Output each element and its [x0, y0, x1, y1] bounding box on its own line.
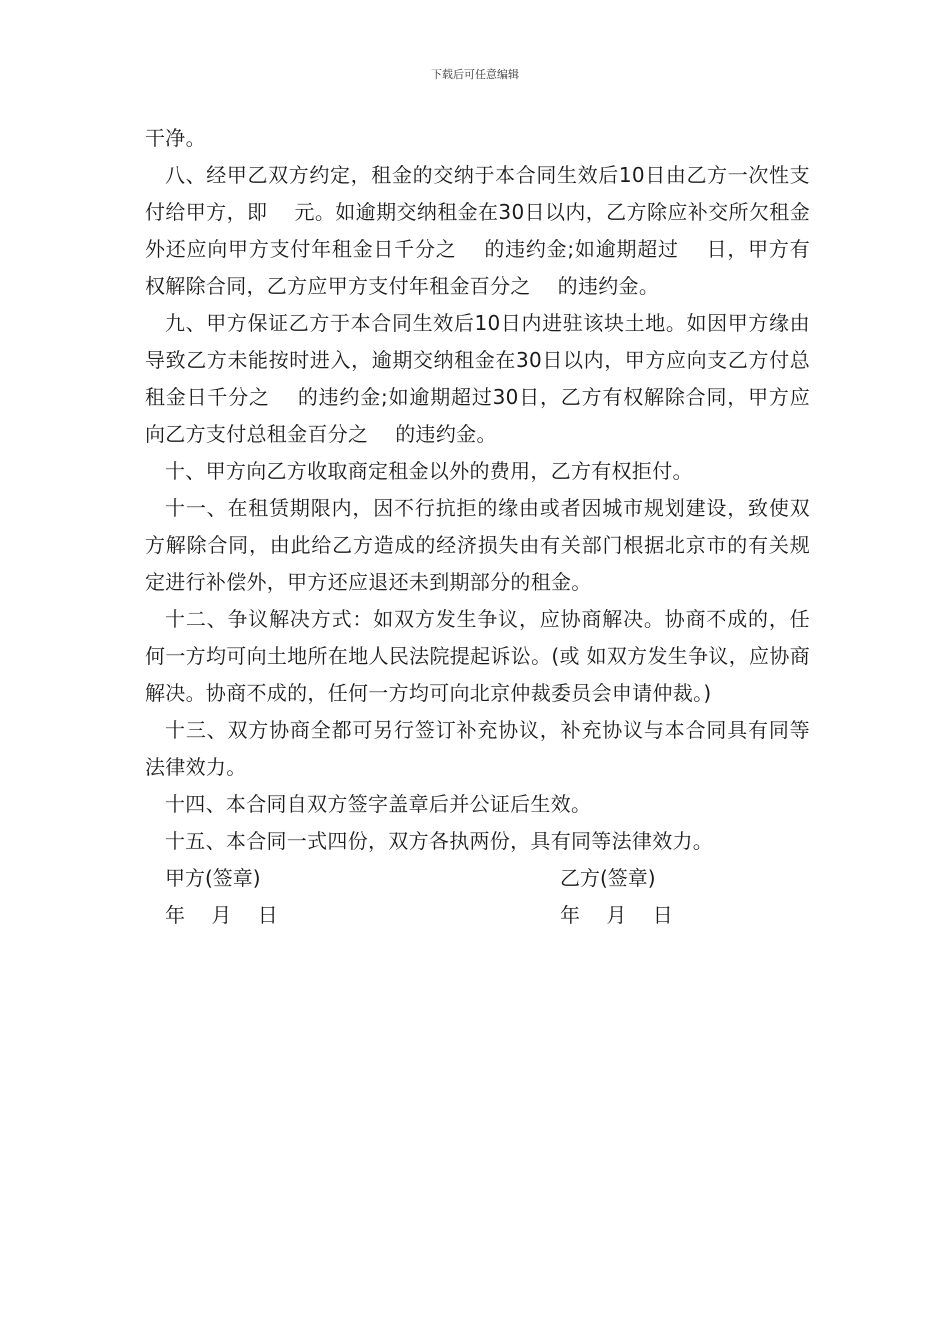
- clause-15: 十五、本合同一式四份，双方各执两份，具有同等法律效力。: [165, 829, 714, 853]
- clause-8: 八、经甲乙双方约定，租金的交纳于本合同生效后10日由乙方一次性支付给甲方，即 元。如逾期交纳租金在30日以内，乙方除应补交所欠租金外还应向甲方支付年租金日千分之 的违约金;如逾期超过 日，甲方有权解除合同，乙方应甲方支付年租金百分之 的违约金。: [145, 163, 810, 298]
- clause-9: 九、甲方保证乙方于本合同生效后10日内进驻该块土地。如因甲方缘由导致乙方未能按时进入，逾期交纳租金在30日以内，甲方应向支乙方付总租金日千分之 的违约金;如逾期超过30日，乙方有权解除合同，甲方应向乙方支付总租金百分之 的违约金。: [145, 311, 810, 446]
- clause-13: 十三、双方协商全都可另行签订补充协议，补充协议与本合同具有同等法律效力。: [145, 718, 810, 779]
- clause-11: 十一、在租赁期限内，因不行抗拒的缘由或者因城市规划建设，致使双方解除合同，由此给乙方造成的经济损失由有关部门根据北京市的有关规定进行补偿外，甲方还应退还未到期部分的租金。: [145, 496, 810, 594]
- clause-10: 十、甲方向乙方收取商定租金以外的费用，乙方有权拒付。: [165, 459, 693, 483]
- document-body: [145, 120, 810, 860]
- party-b-signature-label: 乙方(签章): [560, 866, 656, 890]
- signature-row: [165, 860, 815, 897]
- party-a-signature-label: 甲方(签章): [165, 866, 261, 890]
- signature-block: [165, 860, 815, 934]
- date-row: [165, 897, 815, 934]
- party-b-date: 年 月 日: [560, 903, 673, 927]
- paragraph-continuation: 干净。: [145, 126, 206, 150]
- clause-12: 十二、争议解决方式：如双方发生争议，应协商解决。协商不成的，任何一方均可向土地所在地人民法院提起诉讼。(或 如双方发生争议，应协商解决。协商不成的，任何一方均可向北京仲裁委员会申请仲裁。): [145, 607, 810, 705]
- page-header: 下载后可任意编辑: [431, 68, 519, 81]
- clause-14: 十四、本合同自双方签字盖章后并公证后生效。: [165, 792, 592, 816]
- party-a-date: 年 月 日: [165, 903, 278, 927]
